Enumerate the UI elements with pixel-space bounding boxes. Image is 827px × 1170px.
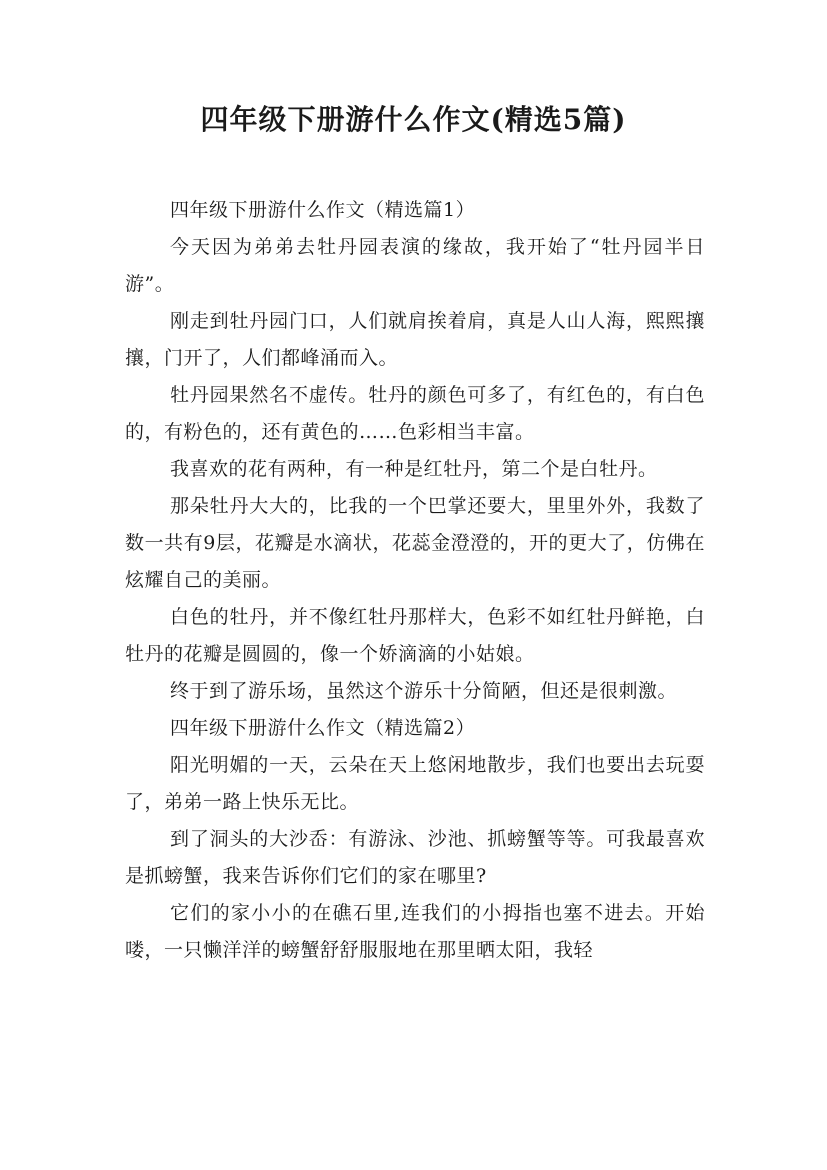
paragraph: 它们的家小小的在礁石里,连我们的小拇指也塞不进去。开始喽，一只懒洋洋的螃蟹舒舒服服地在那里晒太阳，我轻 bbox=[125, 902, 705, 961]
paragraph: 白色的牡丹，并不像红牡丹那样大，色彩不如红牡丹鲜艳，白牡丹的花瓣是圆圆的，像一个娇滴滴的小姑娘。 bbox=[125, 606, 705, 665]
section-heading: 四年级下册游什么作文（精选篇1） bbox=[170, 199, 476, 221]
paragraph: 牡丹园果然名不虚传。牡丹的颜色可多了，有红色的，有白色的，有粉色的，还有黄色的……色彩相当丰富。 bbox=[125, 384, 705, 443]
paragraph: 今天因为弟弟去牡丹园表演的缘故，我开始了“牡丹园半日游”。 bbox=[125, 236, 705, 295]
document-title: 四年级下册游什么作文(精选5篇) bbox=[200, 103, 627, 136]
paragraph: 那朵牡丹大大的，比我的一个巴掌还要大，里里外外，我数了数一共有9层，花瓣是水滴状，花蕊金澄澄的，开的更大了，仿佛在炫耀自己的美丽。 bbox=[125, 495, 705, 591]
section-heading: 四年级下册游什么作文（精选篇2） bbox=[170, 717, 476, 739]
paragraph: 我喜欢的花有两种，有一种是红牡丹，第二个是白牡丹。 bbox=[170, 458, 658, 480]
document-body bbox=[125, 192, 705, 969]
paragraph: 阳光明媚的一天，云朵在天上悠闲地散步，我们也要出去玩耍了，弟弟一路上快乐无比。 bbox=[125, 754, 705, 813]
paragraph: 刚走到牡丹园门口，人们就肩挨着肩，真是人山人海，熙熙攘攘，门开了，人们都峰涌而入。 bbox=[125, 310, 705, 369]
paragraph: 到了洞头的大沙岙：有游泳、沙池、抓螃蟹等等。可我最喜欢是抓螃蟹，我来告诉你们它们的家在哪里? bbox=[125, 828, 705, 887]
paragraph: 终于到了游乐场，虽然这个游乐十分简陋，但还是很刺激。 bbox=[170, 680, 678, 702]
